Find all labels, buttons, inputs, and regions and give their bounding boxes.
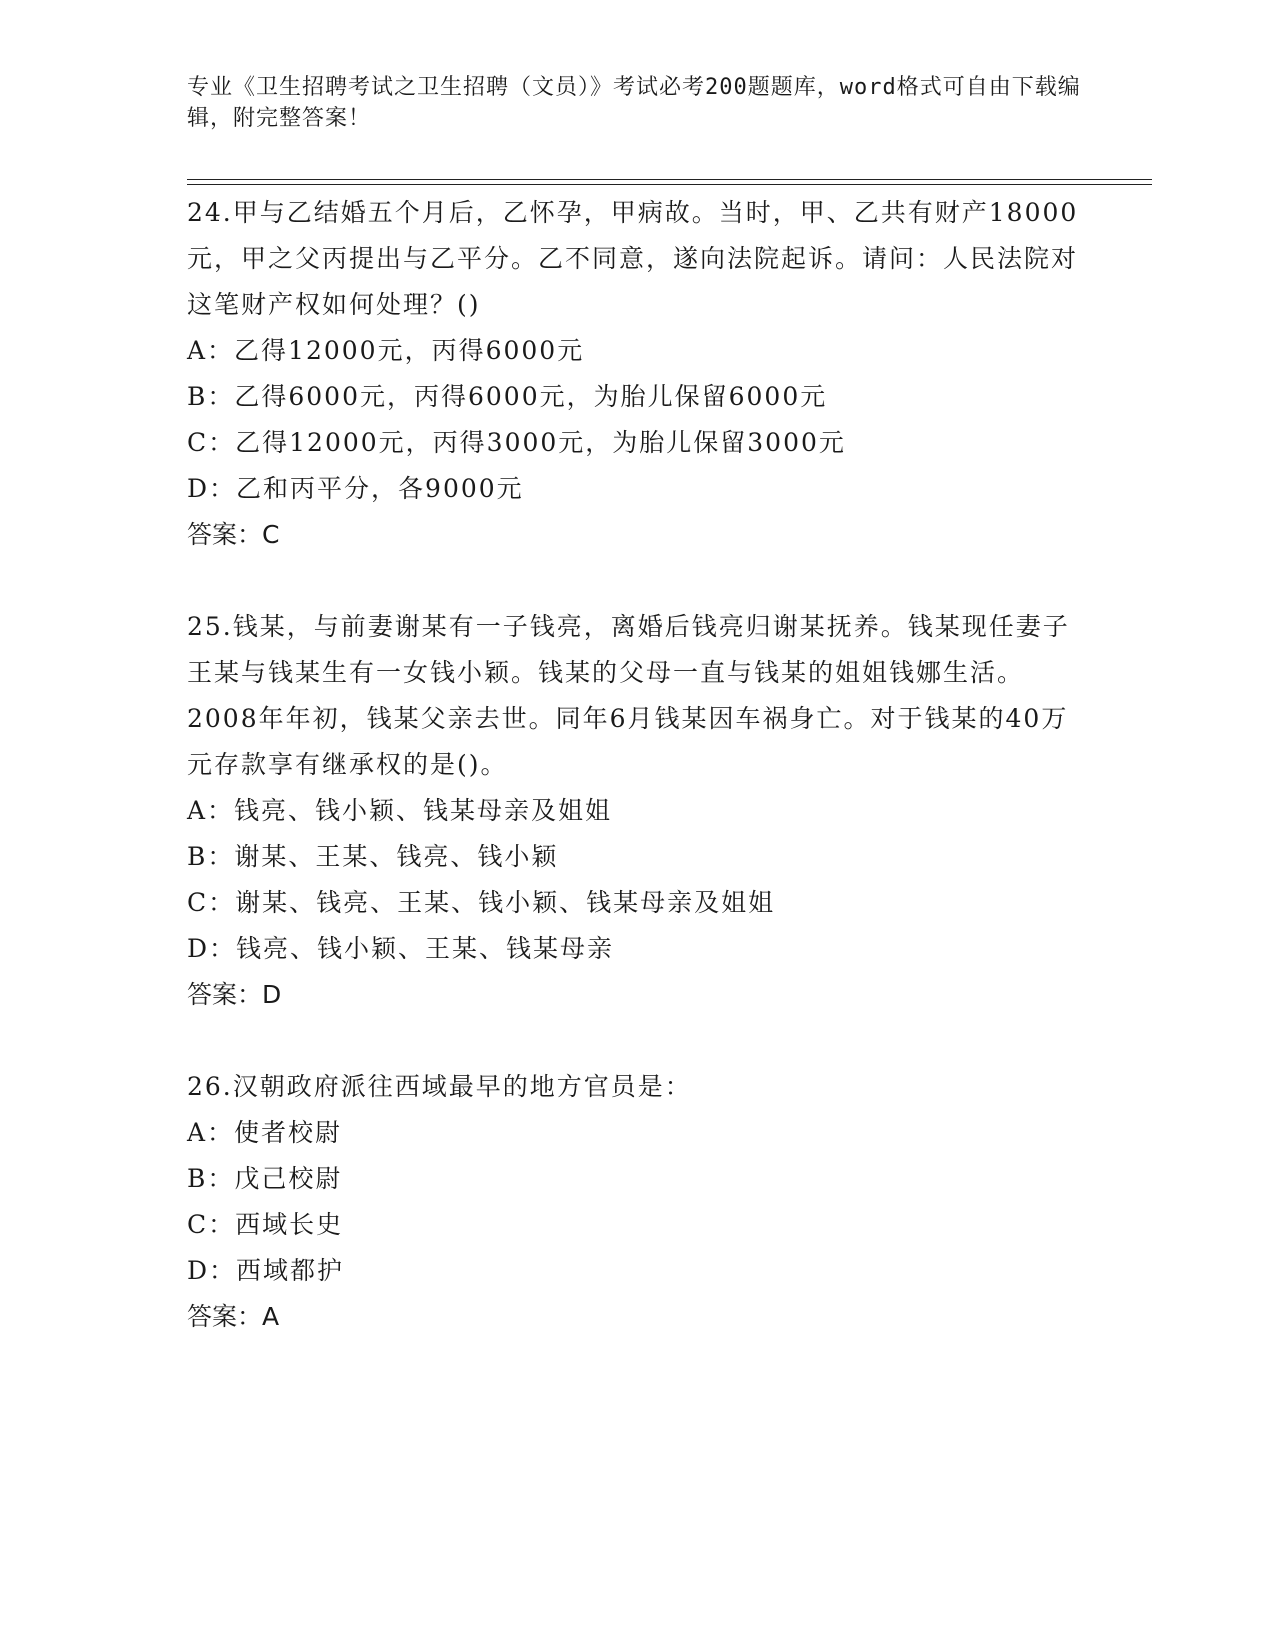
- question-list: [187, 190, 1087, 1340]
- option-c: C：乙得12000元，丙得3000元，为胎儿保留3000元: [187, 428, 846, 457]
- question-stem: 24.甲与乙结婚五个月后，乙怀孕，甲病故。当时，甲、乙共有财产18000元，甲之父丙提出与乙平分。乙不同意，遂向法院起诉。请问：人民法院对这笔财产权如何处理？(): [187, 198, 1079, 319]
- option-b: B：谢某、王某、钱亮、钱小颖: [187, 842, 559, 871]
- option-d: D：钱亮、钱小颖、王某、钱某母亲: [187, 934, 615, 963]
- question-stem: 26.汉朝政府派往西域最早的地方官员是：: [187, 1072, 692, 1101]
- question-spacer: [187, 1018, 1087, 1064]
- header-divider-top: [187, 179, 1152, 180]
- header-divider-bottom: [187, 184, 1152, 185]
- document-header: 专业《卫生招聘考试之卫生招聘（文员）》考试必考200题题库，word格式可自由下载编辑，附完整答案！: [187, 75, 1081, 131]
- option-b: B：乙得6000元，丙得6000元，为胎儿保留6000元: [187, 382, 828, 411]
- question-stem: 25.钱某，与前妻谢某有一子钱亮，离婚后钱亮归谢某抚养。钱某现任妻子王某与钱某生有一女钱小颖。钱某的父母一直与钱某的姐姐钱娜生活。2008年年初，钱某父亲去世。同年6月钱某因车祸身亡。对于钱某的40万元存款享有继承权的是()。: [187, 612, 1070, 779]
- option-a: A：使者校尉: [187, 1118, 343, 1147]
- question-26: [187, 1064, 1087, 1340]
- option-c: C：谢某、钱亮、王某、钱小颖、钱某母亲及姐姐: [187, 888, 776, 917]
- option-d: D：乙和丙平分，各9000元: [187, 474, 524, 503]
- question-24: [187, 190, 1087, 558]
- question-25: [187, 604, 1087, 1018]
- option-a: A：乙得12000元，丙得6000元: [187, 336, 585, 365]
- option-c: C：西域长史: [187, 1210, 344, 1239]
- option-d: D：西域都护: [187, 1256, 345, 1285]
- option-a: A：钱亮、钱小颖、钱某母亲及姐姐: [187, 796, 613, 825]
- option-b: B：戊己校尉: [187, 1164, 343, 1193]
- question-spacer: [187, 558, 1087, 604]
- answer-key: 答案：D: [187, 980, 282, 1009]
- answer-key: 答案：A: [187, 1302, 280, 1331]
- answer-key: 答案：C: [187, 520, 280, 549]
